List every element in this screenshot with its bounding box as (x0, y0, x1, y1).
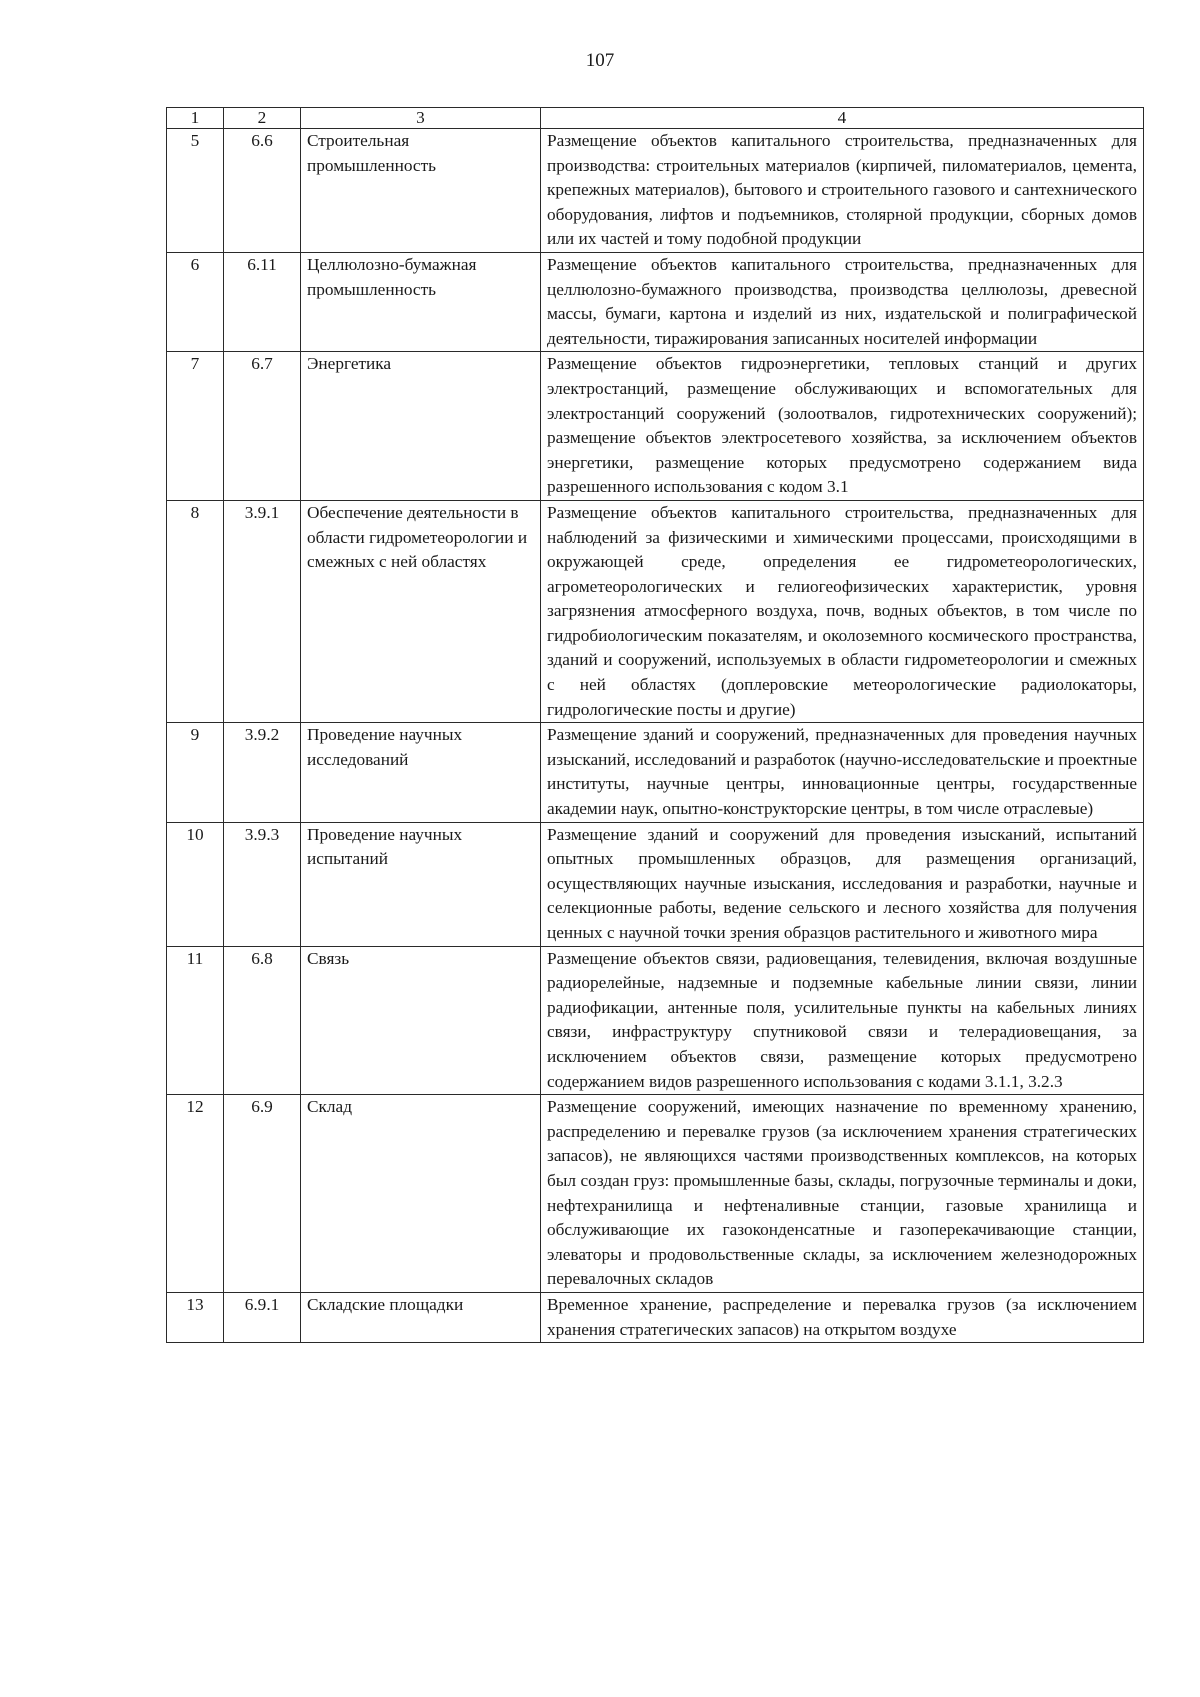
column-header-1: 1 (167, 108, 224, 129)
use-name: Обеспечение деятельности в области гидрометеорологии и смежных с ней областях (301, 500, 541, 722)
use-description: Размещение объектов капитального строительства, предназначенных для наблюдений за физическими и химическими процессами, происходящими в окружающей среде, определения ее гидрометеорологических, агрометеорологических и гелиогеофизических характеристик, уровня загрязнения атмосферного воздуха, почв, водных объектов, в том числе по гидробиологическим показателям, и околоземного космического пространства, зданий и сооружений, используемых в области гидрометеорологии и смежных с ней областях (доплеровские метеорологические радиолокаторы, гидрологические посты и другие) (541, 500, 1144, 722)
use-description: Размещение объектов гидроэнергетики, тепловых станций и других электростанций, размещение обслуживающих и вспомогательных для электростанций сооружений (золоотвалов, гидротехнических сооружений); размещение объектов электросетевого хозяйства, за исключением объектов энергетики, размещение которых предусмотрено содержанием вида разрешенного использования с кодом 3.1 (541, 352, 1144, 501)
use-name: Целлюлозно-бумажная промышленность (301, 252, 541, 351)
use-description: Размещение сооружений, имеющих назначение по временному хранению, распределению и перевалке грузов (за исключением хранения стратегических запасов), не являющихся частями производственных комплексов, на которых был создан груз: промышленные базы, склады, погрузочные терминалы и доки, нефтехранилища и нефтеналивные станции, газовые хранилища и обслуживающие их газоконденсатные и газоперекачивающие станции, элеваторы и продовольственные склады, за исключением железнодорожных перевалочных складов (541, 1095, 1144, 1293)
row-number: 13 (167, 1292, 224, 1342)
use-description: Размещение зданий и сооружений, предназначенных для проведения научных изысканий, исследований и разработок (научно-исследовательские и проектные институты, научные центры, инновационные центры, государственные академии наук, опытно-конструкторские центры, в том числе отраслевые) (541, 723, 1144, 822)
column-header-4: 4 (541, 108, 1144, 129)
row-number: 7 (167, 352, 224, 501)
use-description: Размещение объектов связи, радиовещания, телевидения, включая воздушные радиорелейные, надземные и подземные кабельные линии связи, линии радиофикации, антенные поля, усилительные пункты на кабельных линиях связи, инфраструктуру спутниковой связи и телерадиовещания, за исключением объектов связи, размещение которых предусмотрено содержанием видов разрешенного использования с кодами 3.1.1, 3.2.3 (541, 946, 1144, 1095)
use-code: 3.9.3 (224, 822, 301, 946)
table-row (167, 129, 1144, 253)
page-number: 107 (585, 50, 615, 71)
table-row (167, 1292, 1144, 1342)
use-code: 6.8 (224, 946, 301, 1095)
use-code: 6.7 (224, 352, 301, 501)
use-code: 6.11 (224, 252, 301, 351)
use-code: 6.9.1 (224, 1292, 301, 1342)
use-description: Размещение объектов капитального строительства, предназначенных для производства: строительных материалов (кирпичей, пиломатериалов, цемента, крепежных материалов), бытового и строительного газового и сантехнического оборудования, лифтов и подъемников, столярной продукции, сборных домов или их частей и тому подобной продукции (541, 129, 1144, 253)
table-header-row (167, 108, 1144, 129)
use-description: Размещение зданий и сооружений для проведения изысканий, испытаний опытных промышленных образцов, для размещения организаций, осуществляющих научные изыскания, исследования и разработки, научные и селекционные работы, ведение сельского и лесного хозяйства для получения ценных с научной точки зрения образцов растительного и животного мира (541, 822, 1144, 946)
use-code: 6.9 (224, 1095, 301, 1293)
use-code: 3.9.1 (224, 500, 301, 722)
row-number: 9 (167, 723, 224, 822)
row-number: 6 (167, 252, 224, 351)
table-row (167, 352, 1144, 501)
column-header-2: 2 (224, 108, 301, 129)
column-header-3: 3 (301, 108, 541, 129)
use-name: Склад (301, 1095, 541, 1293)
table-row (167, 1095, 1144, 1293)
use-name: Связь (301, 946, 541, 1095)
table-row (167, 252, 1144, 351)
row-number: 11 (167, 946, 224, 1095)
row-number: 5 (167, 129, 224, 253)
use-name: Проведение научных испытаний (301, 822, 541, 946)
table-row (167, 723, 1144, 822)
use-description: Временное хранение, распределение и перевалка грузов (за исключением хранения стратегических запасов) на открытом воздухе (541, 1292, 1144, 1342)
row-number: 10 (167, 822, 224, 946)
use-name: Складские площадки (301, 1292, 541, 1342)
table-row (167, 822, 1144, 946)
use-name: Строительная промышленность (301, 129, 541, 253)
row-number: 12 (167, 1095, 224, 1293)
use-name: Энергетика (301, 352, 541, 501)
use-code: 6.6 (224, 129, 301, 253)
table-row (167, 500, 1144, 722)
use-description: Размещение объектов капитального строительства, предназначенных для целлюлозно-бумажного производства, производства целлюлозы, древесной массы, бумаги, картона и изделий из них, издательской и полиграфической деятельности, тиражирования записанных носителей информации (541, 252, 1144, 351)
row-number: 8 (167, 500, 224, 722)
use-name: Проведение научных исследований (301, 723, 541, 822)
land-use-table (166, 107, 1144, 1343)
table-row (167, 946, 1144, 1095)
use-code: 3.9.2 (224, 723, 301, 822)
